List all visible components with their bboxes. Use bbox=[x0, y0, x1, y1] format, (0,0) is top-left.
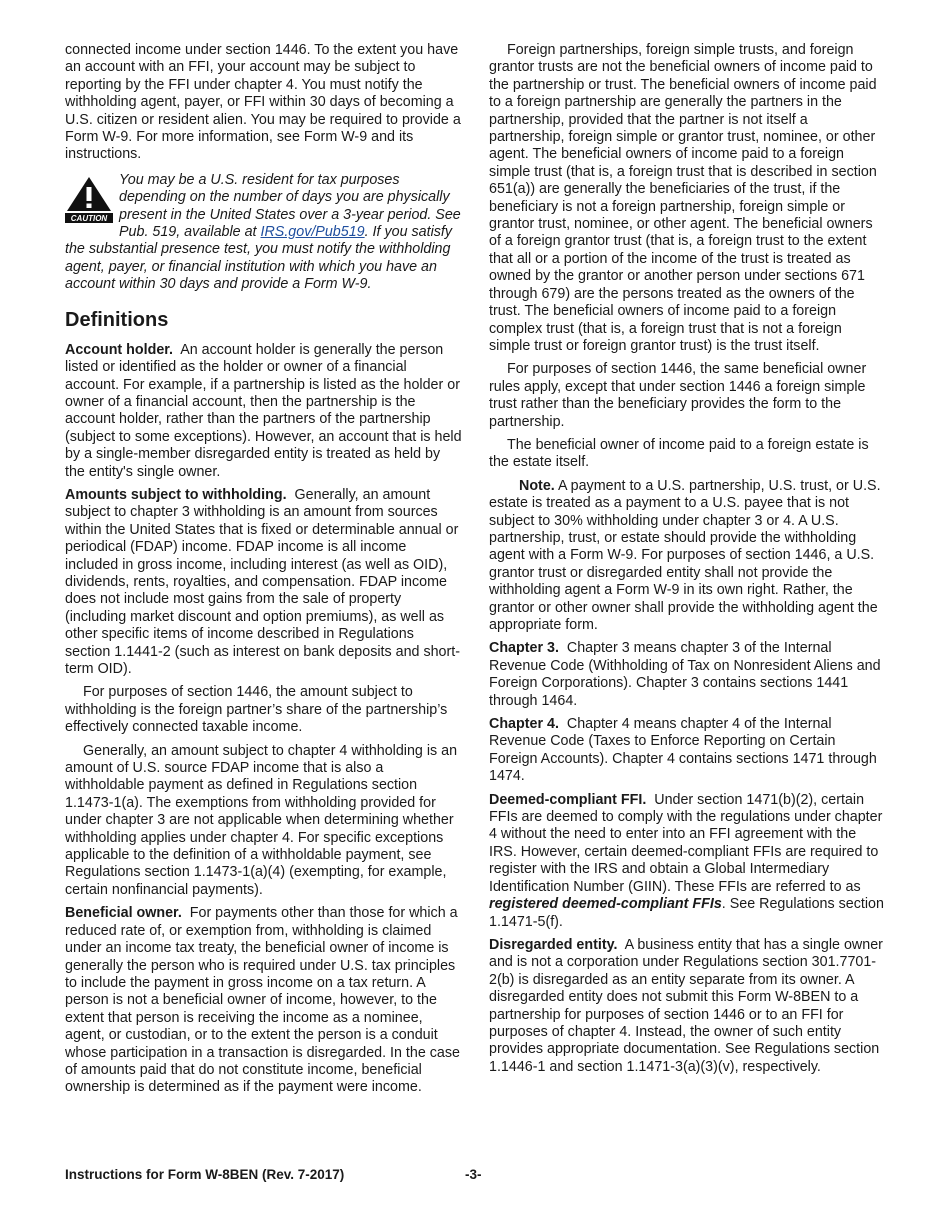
caution-text-end: . If you satisfy the substantial presence test, you must notify the withholding agent, payer, or financial institution with which you have an account within 30 days and provide a Form W-9. bbox=[65, 224, 453, 293]
chapter-3-term: Chapter 3. bbox=[489, 640, 559, 657]
deemed-compliant-ffi-text-end: . See Regulations section 1.1471-5(f). bbox=[489, 896, 884, 930]
account-holder-text: An account holder is generally the person listed or identified as the holder or owner of a financial account. For example, if a partnership is listed as the holder or owner of a financial account, then the partnership is the account holder, rather than the partners of the partnership (subject to some exceptions). However, an account that is held by a single-member disregarded entity is treated as held by the entity's single owner. bbox=[65, 341, 462, 480]
amounts-paragraph-2: For purposes of section 1446, the amount subject to withholding is the foreign partner’s share of the partnership’s effectively connected taxable income. bbox=[65, 684, 448, 736]
note-paragraph bbox=[489, 478, 887, 635]
note-term: Note. bbox=[519, 477, 555, 494]
note-text: A payment to a U.S. partnership, U.S. trust, or U.S. estate is treated as a payment to a U.S. payee that is not subject to 30% withholding under chapter 3 or 4. A U.S. partnership, trust, or estate should provide the withholding agent with a Form W-9. For purposes of section 1446, a U.S. grantor trust or disregarded entity shall not provide the withholding agent a Form W-9 in its own right. Rather, the grantor or other owner shall provide the withholding agent the appropriate form. bbox=[489, 477, 881, 633]
foreign-entities-paragraph: Foreign partnerships, foreign simple trusts, and foreign grantor trusts are not the beneficial owners of income paid to the partnership or trust. The beneficial owners of income paid to a foreign partnership are generally the partners in the partnership, provided that the partner is not itself a partnership, foreign simple or grantor trust, nominee, or other agent. The beneficial owners of income paid to a foreign simple trust (that is, a foreign trust that is described in section 651(a)) are generally the beneficiaries of the trust, if the beneficiary is not a foreign partnership, foreign simple or grantor trust, nominee, or other agent. The beneficial owners of a foreign grantor trust (that is, a foreign trust to the extent that all or a portion of the income of the trust is treated as owned by the grantor or another person under sections 671 through 679) are the persons treated as the owners of the trust. The beneficial owners of income paid to a foreign complex trust (that is, a foreign trust that is not a foreign simple trust or foreign grantor trust) is the trust itself. bbox=[489, 42, 877, 354]
chapter-3-definition bbox=[489, 640, 887, 710]
irs-pub519-link[interactable]: IRS.gov/Pub519 bbox=[260, 224, 365, 241]
chapter-4-term: Chapter 4. bbox=[489, 716, 559, 733]
chapter-4-text: Chapter 4 means chapter 4 of the Internal Revenue Code (Taxes to Enforce Reporting on Certain Foreign Accounts). Chapter 4 contains sections 1471 through 1474. bbox=[489, 716, 877, 785]
deemed-compliant-ffi-text: Under section 1471(b)(2), certain FFIs are deemed to comply with the regulations under chapter 4 without the need to enter into an FFI agreement with the IRS. However, certain deemed-compliant FFIs are required to register with the IRS and obtain a Global Intermediary Identification Number (GIIN). These FFIs are referred to as bbox=[489, 791, 883, 895]
amounts-definition bbox=[65, 487, 463, 678]
disregarded-entity-definition bbox=[489, 937, 887, 1076]
beneficial-owner-definition bbox=[65, 905, 463, 1096]
chapter-4-definition bbox=[489, 716, 887, 786]
disregarded-entity-text: A business entity that has a single owner and is not a corporation under Regulations section 301.7701-2(b) is disregarded as an entity separate from its owner. A disregarded entity does not submit this Form W-8BEN to a partnership for purposes of section 1446 or to an FFI for purposes of chapter 4. Instead, the owner of such entity provides appropriate documentation. See Regulations section 1.1446-1 and section 1.1471-3(a)(3)(v), respectively. bbox=[489, 936, 883, 1075]
beneficial-owner-term: Beneficial owner. bbox=[65, 905, 182, 922]
intro-paragraph: connected income under section 1446. To the extent you have an account with an FFI, your account may be subject to reporting by the FFI under chapter 4. You must notify the withholding agent, payer, or FFI within 30 days of becoming a U.S. citizen or resident alien. You may be required to provide a Form W-9. For more information, see Form W-9 and its instructions. bbox=[65, 42, 461, 163]
left-column bbox=[65, 42, 463, 1103]
caution-icon-label: CAUTION bbox=[70, 213, 108, 223]
disregarded-entity-term: Disregarded entity. bbox=[489, 936, 618, 953]
amounts-term: Amounts subject to withholding. bbox=[65, 486, 287, 503]
foreign-estate-paragraph: The beneficial owner of income paid to a foreign estate is the estate itself. bbox=[489, 436, 869, 471]
footer-form-title: Instructions for Form W-8BEN (Rev. 7-2017) bbox=[65, 1167, 345, 1182]
amounts-text: Generally, an amount subject to chapter 3 withholding is an amount from sources within the United States that is fixed or determinable annual or periodical (FDAP) income. FDAP income is all income included in gross income, including interest (as well as OID), dividends, rents, royalties, and compensation. FDAP income does not include most gains from the sale of property (including market discount and option premiums), as well as other specific items of income described in Regulations section 1.1441-2 (such as interest on bank deposits and short-term OID). bbox=[65, 486, 460, 677]
right-column bbox=[489, 42, 887, 1082]
account-holder-definition bbox=[65, 342, 463, 481]
chapter-3-text: Chapter 3 means chapter 3 of the Internal Revenue Code (Withholding of Tax on Nonresident Aliens and Foreign Corporations). Chapter 3 contains sections 1441 through 1464. bbox=[489, 640, 881, 709]
caution-box bbox=[65, 172, 463, 294]
deemed-compliant-ffi-term: Deemed-compliant FFI. bbox=[489, 791, 647, 808]
caution-icon bbox=[65, 175, 113, 223]
registered-deemed-compliant-emphasis: registered deemed-compliant FFIs bbox=[489, 896, 722, 913]
beneficial-owner-text: For payments other than those for which a reduced rate of, or exemption from, withholding is claimed under an income tax treaty, the beneficial owner of income is generally the person who is required under U.S. tax principles to include the payment in gross income on a tax return. A person is not a beneficial owner of income, however, to the extent that person is receiving the income as a nominee, agent, or custodian, or to the extent the person is a conduit whose participation in a transaction is disregarded. In the case of amounts paid that do not constitute income, beneficial ownership is determined as if the payment were income. bbox=[65, 905, 460, 1096]
definitions-heading: Definitions bbox=[65, 308, 169, 331]
section-1446-paragraph: For purposes of section 1446, the same beneficial owner rules apply, except that under section 1446 a foreign simple trust rather than the beneficiary provides the form to the partnership. bbox=[489, 361, 867, 430]
page-number: -3- bbox=[465, 1167, 482, 1182]
amounts-paragraph-3: Generally, an amount subject to chapter 4 withholding is an amount of U.S. source FDAP income that is also a withholdable payment as defined in Regulations section 1.1473-1(a). The exemptions from withholding provided for under chapter 3 are not applicable when determining whether withholding applies under chapter 4. For specific exceptions applicable to the definition of a withholdable payment, see Regulations section 1.1473-1(a)(4) (exempting, for example, certain nonfinancial payments). bbox=[65, 742, 458, 898]
account-holder-term: Account holder. bbox=[65, 341, 174, 358]
caution-text: You may be a U.S. resident for tax purposes depending on the number of days you are physically present in the United States over a 3-year period. See Pub. 519, available at bbox=[119, 171, 461, 241]
page-footer bbox=[65, 1167, 887, 1182]
deemed-compliant-ffi-definition bbox=[489, 792, 887, 931]
